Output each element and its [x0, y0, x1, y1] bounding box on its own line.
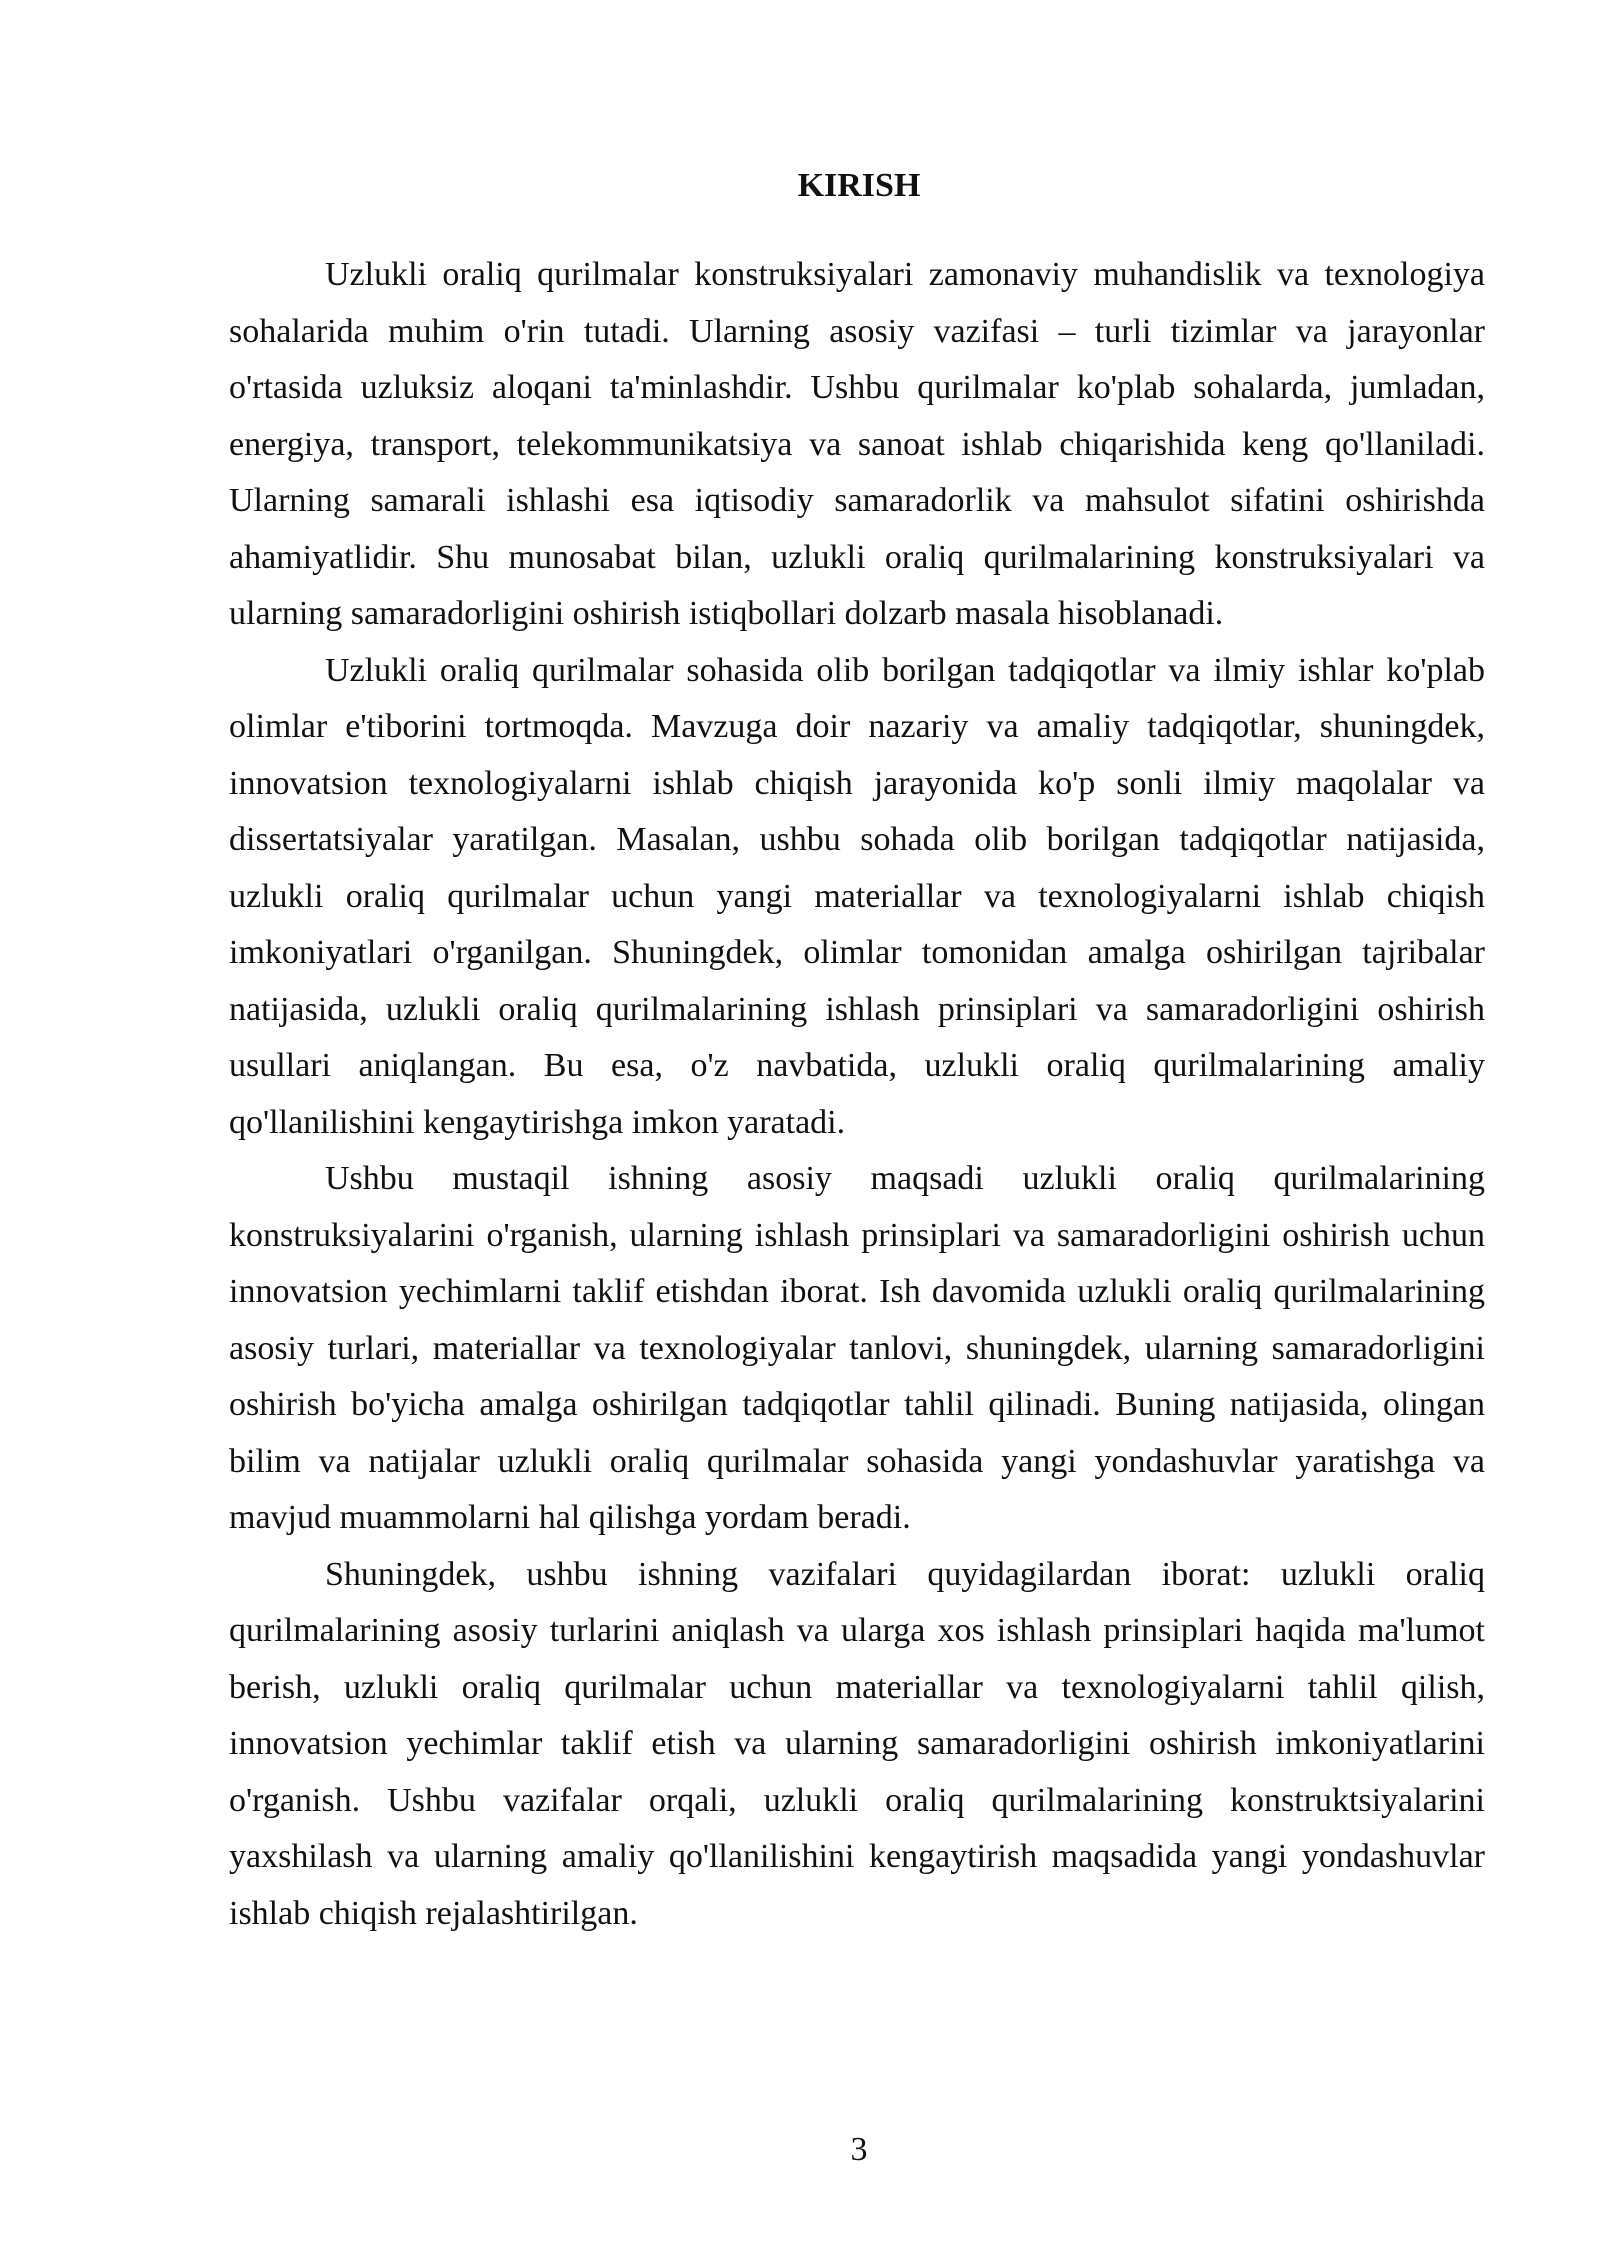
page-number: 3 [850, 2131, 868, 2168]
paragraph-goal: Ushbu mustaqil ishning asosiy maqsadi uzlukli oraliq qurilmalarining konstruksiyalarini o'rganish, ularning ishlash prinsiplari va samaradorligini oshirish uchun innovatsion yechimlarni taklif etishdan iborat. Ish davomida uzlukli oraliq qurilmalarining asosiy turlari, materiallar va texnologiyalar tanlovi, shuningdek, ularning samaradorligini oshirish bo'yicha amalga oshirilgan tadqiqotlar tahlil qilinadi. Buning natijasida, olingan bilim va natijalar uzlukli oraliq qurilmalar sohasida yangi yondashuvlar yaratishga va mavjud muammolarni hal qilishga yordam beradi. [229, 1160, 1485, 1536]
paragraph-introduction: Uzlukli oraliq qurilmalar konstruksiyalari zamonaviy muhandislik va texnologiya sohalarida muhim o'rin tutadi. Ularning asosiy vazifasi – turli tizimlar va jarayonlar o'rtasida uzluksiz aloqani ta'minlashdir. Ushbu qurilmalar ko'plab sohalarda, jumladan, energiya, transport, telekommunikatsiya va sanoat ishlab chiqarishida keng qo'llaniladi. Ularning samarali ishlashi esa iqtisodiy samaradorlik va mahsulot sifatini oshirishda ahamiyatlidir. Shu munosabat bilan, uzlukli oraliq qurilmalarining konstruksiyalari va ularning samaradorligini oshirish istiqbollari dolzarb masala hisoblanadi. [229, 256, 1485, 632]
section-heading: KIRISH [797, 167, 921, 204]
body-text [229, 247, 1485, 1942]
paragraph-research-review: Uzlukli oraliq qurilmalar sohasida olib borilgan tadqiqotlar va ilmiy ishlar ko'plab olimlar e'tiborini tortmoqda. Mavzuga doir nazariy va amaliy tadqiqotlar, shuningdek, innovatsion texnologiyalarni ishlab chiqish jarayonida ko'p sonli ilmiy maqolalar va dissertatsiyalar yaratilgan. Masalan, ushbu sohada olib borilgan tadqiqotlar natijasida, uzlukli oraliq qurilmalar uchun yangi materiallar va texnologiyalarni ishlab chiqish imkoniyatlari o'rganilgan. Shuningdek, olimlar tomonidan amalga oshirilgan tajribalar natijasida, uzlukli oraliq qurilmalarining ishlash prinsiplari va samaradorligini oshirish usullari aniqlangan. Bu esa, o'z navbatida, uzlukli oraliq qurilmalarining amaliy qo'llanilishini kengaytirishga imkon yaratadi. [229, 651, 1485, 1141]
paragraph-tasks: Shuningdek, ushbu ishning vazifalari quyidagilardan iborat: uzlukli oraliq qurilmalarining asosiy turlarini aniqlash va ularga xos ishlash prinsiplari haqida ma'lumot berish, uzlukli oraliq qurilmalar uchun materiallar va texnologiyalarni tahlil qilish, innovatsion yechimlar taklif etish va ularning samaradorligini oshirish imkoniyatlarini o'rganish. Ushbu vazifalar orqali, uzlukli oraliq qurilmalarining konstruktsiyalarini yaxshilash va ularning amaliy qo'llanilishini kengaytirish maqsadida yangi yondashuvlar ishlab chiqish rejalashtirilgan. [229, 1555, 1485, 1932]
